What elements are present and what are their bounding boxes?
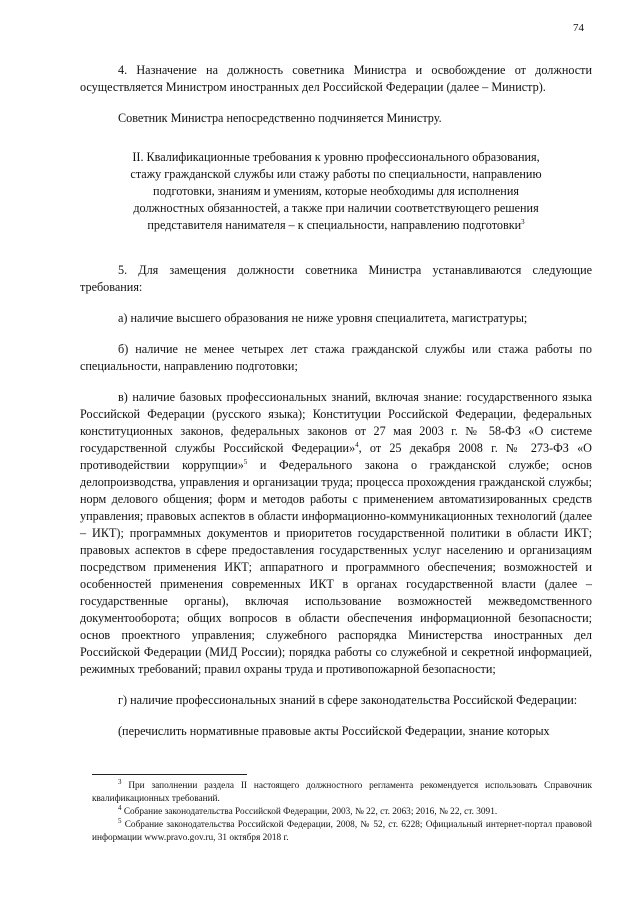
requirement-v-part2: , от 25 декабря 2008 г. № 273-ФЗ «О противодействии коррупции» [80, 441, 592, 472]
section-title [126, 149, 546, 234]
footnote-3-number: 3 [118, 777, 122, 786]
requirement-g-subtext: (перечислить нормативные правовые акты Российской Федерации, знание которых [118, 724, 550, 738]
footnote-4-text: Собрание законодательства Российской Федерации, 2003, № 22, ст. 2063; 2016, № 22, ст. 3091. [121, 807, 498, 817]
document-body [80, 62, 592, 740]
footnote-3-text: При заполнении раздела II настоящего должностного регламента рекомендуется использовать Справочник квалификационных требований. [92, 781, 592, 804]
footnote-5-text: Собрание законодательства Российской Федерации, 2008, № 52, ст. 6228; Официальный интернет-портал правовой информации www.pravo.gov.ru, 31 октября 2018 г. [92, 820, 592, 843]
requirement-v-part1: в) наличие базовых профессиональных знаний, включая знание: государственного языка Российской Федерации (русского языка); Конституции Российской Федерации, федеральных конституционных законов, федеральных законов от 27 мая 2003 г. № 58-ФЗ «О системе государственной службы Российской Федерации» [80, 390, 592, 455]
footnote-5 [92, 816, 592, 845]
paragraph-4-appointment: 4. Назначение на должность советника Министра и освобождение от должности осуществляется Министром иностранных дел Российской Федерации (далее – Министр). [80, 63, 592, 94]
section-title-text: II. Квалификационные требования к уровню профессионального образования, стажу гражданской службы или стажу работы по специальности, направлению подготовки, знаниям и умениям, которые необходимы для исполнения должностных обязанностей, а также при наличии соответствующего решения представителя нанимателя – к специальности, направлению подготовки [130, 150, 542, 232]
footnote-3 [92, 777, 592, 806]
paragraph-5: 5. Для замещения должности советника Министра устанавливаются следующие требования: [80, 263, 592, 294]
requirement-a: а) наличие высшего образования не ниже уровня специалитета, магистратуры; [118, 311, 528, 325]
page-number: 74 [573, 22, 584, 34]
footnote-separator [92, 774, 247, 775]
requirement-b: б) наличие не менее четырех лет стажа гражданской службы или стажа работы по специальности, направлению подготовки; [80, 342, 592, 373]
footnote-ref-4: 4 [355, 440, 359, 449]
footnotes [92, 777, 592, 845]
paragraph-4-subordination: Советник Министра непосредственно подчиняется Министру. [118, 111, 442, 125]
footnote-ref-5: 5 [243, 457, 248, 466]
footnote-4 [92, 803, 592, 819]
requirement-v-part3: и Федерального закона о гражданской службе; основ делопроизводства, управления и организации труда; процесса прохождения гражданской службы; норм делового общения; форм и методов работы с применением автоматизированных средств управления; правовых аспектов в области информационно-коммуникационных технологий (далее – ИКТ); программных документов и приоритетов государственной политики в области ИКТ; правовых аспектов в сфере предоставления государственных услуг населению и организациям посредством применения ИКТ; аппаратного и программного обеспечения; возможностей и особенностей применения современных ИКТ в органах государственной власти (далее – государственные органы), включая использование возможностей межведомственного документооборота; общих вопросов в области обеспечения информационной безопасности; основ проектного управления; служебного распорядка Министерства иностранных дел Российской Федерации (МИД России); порядка работы со служебной и секретной информацией, режимных требований; правил охраны труда и противопожарной безопасности; [80, 458, 592, 676]
footnote-ref-3: 3 [521, 217, 525, 226]
requirement-v [80, 389, 592, 678]
footnote-5-number: 5 [118, 816, 122, 825]
footnote-4-number: 4 [118, 803, 122, 812]
requirement-g: г) наличие профессиональных знаний в сфере законодательства Российской Федерации: [118, 693, 578, 707]
